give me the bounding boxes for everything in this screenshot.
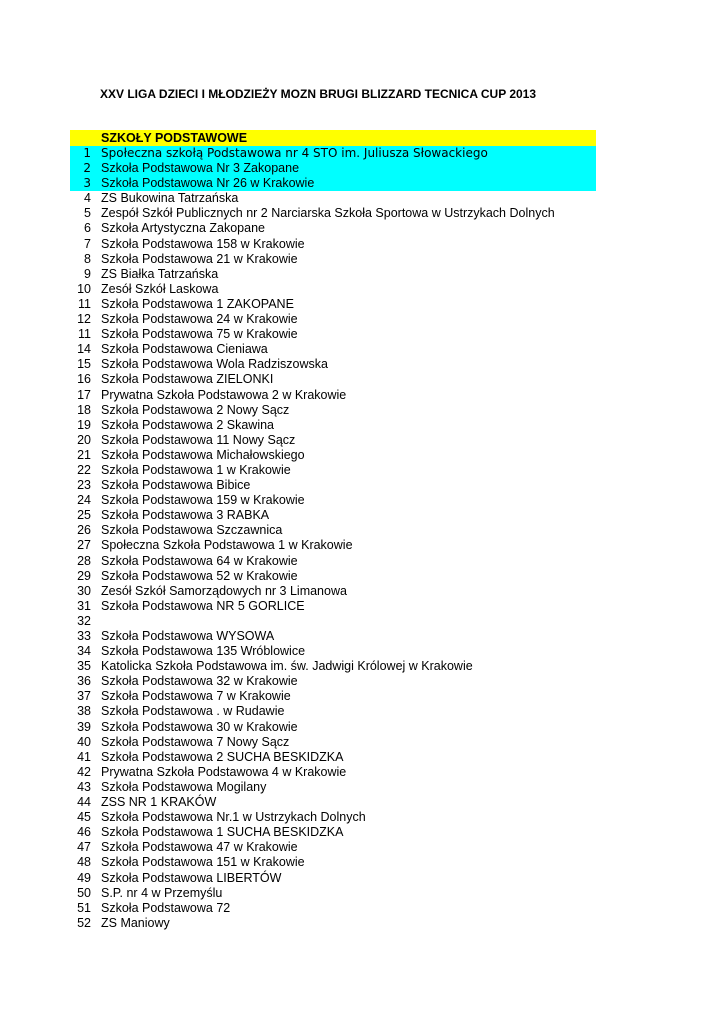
school-name: Szkoła Podstawowa WYSOWA [101, 629, 275, 643]
school-name: Szkoła Podstawowa Cieniawa [101, 342, 268, 357]
row-number: 47 [77, 840, 91, 855]
school-name: Szkoła Podstawowa 7 w Krakowie [101, 689, 291, 704]
table-row [70, 463, 596, 478]
table-row [70, 372, 596, 387]
school-name: Szkoła Podstawowa Michałowskiego [101, 447, 305, 462]
school-name: Szkoła Podstawowa 135 Wróblowice [101, 644, 306, 659]
row-number: 19 [77, 417, 91, 432]
table-row [70, 252, 596, 267]
row-number: 42 [77, 764, 91, 779]
table-row [70, 342, 596, 357]
row-number: 24 [77, 493, 91, 508]
row-number: 30 [77, 583, 91, 598]
table-row [70, 312, 596, 327]
school-name: Szkoła Podstawowa 1 ZAKOPANE [101, 296, 294, 311]
row-number: 46 [77, 825, 91, 840]
table-row [70, 599, 596, 614]
school-name: Szkoła Podstawowa 11 Nowy Sącz [101, 432, 296, 447]
row-number: 15 [77, 357, 91, 372]
table-row [70, 327, 596, 342]
table-row [70, 916, 596, 931]
table-row [70, 704, 596, 719]
row-number: 50 [77, 885, 91, 900]
school-name: Szkoła Podstawowa Nr 26 w Krakowie [101, 176, 315, 191]
table-row [70, 901, 596, 916]
row-number: 9 [84, 266, 91, 281]
table-row [70, 795, 596, 810]
school-name: Szkoła Podstawowa 47 w Krakowie [101, 840, 298, 855]
table-row-highlighted [70, 176, 596, 191]
table-row [70, 765, 596, 780]
schools-table [70, 130, 596, 931]
school-name: Społeczna szkołą Podstawowa nr 4 STO im. Juliusza Słowackiego [101, 146, 488, 160]
school-name: Szkoła Podstawowa 2 SUCHA BESKIDZKA [101, 749, 344, 764]
table-row [70, 735, 596, 750]
table-body [70, 146, 596, 931]
row-number: 26 [77, 523, 91, 538]
school-name: Szkoła Artystyczna Zakopane [101, 221, 265, 236]
school-name: Szkoła Podstawowa 21 w Krakowie [101, 251, 298, 266]
school-name: Szkoła Podstawowa 24 w Krakowie [101, 312, 298, 327]
school-name: Szkoła Podstawowa 72 [101, 900, 231, 915]
row-number: 45 [77, 810, 91, 825]
school-name: Szkoła Podstawowa 32 w Krakowie [101, 674, 298, 689]
school-name: ZSS NR 1 KRAKÓW [101, 795, 217, 810]
school-name: Zesół Szkół Laskowa [101, 281, 219, 296]
row-number: 20 [77, 432, 91, 447]
table-row [70, 569, 596, 584]
row-number: 35 [77, 659, 91, 674]
row-number: 32 [77, 613, 91, 628]
school-name: Szkoła Podstawowa LIBERTÓW [101, 870, 282, 885]
school-name: Szkoła Podstawowa 2 Skawina [101, 417, 275, 432]
row-number: 2 [83, 161, 91, 176]
table-row [70, 237, 596, 252]
row-number: 5 [84, 206, 91, 221]
table-row [70, 871, 596, 886]
school-name: Szkoła Podstawowa Nr.1 w Ustrzykach Dolnych [101, 810, 366, 825]
school-name: Szkoła Podstawowa NR 5 GORLICE [101, 598, 305, 613]
row-number: 39 [77, 719, 91, 734]
table-row [70, 523, 596, 538]
table-row [70, 780, 596, 795]
table-row [70, 297, 596, 312]
table-row [70, 614, 596, 629]
school-name: Szkoła Podstawowa Wola Radziszowska [101, 357, 328, 372]
school-name: Szkoła Podstawowa 7 Nowy Sącz [101, 734, 290, 749]
row-number: 43 [77, 779, 91, 794]
school-name: Szkoła Podstawowa 1 SUCHA BESKIDZKA [101, 825, 344, 840]
school-name: Szkoła Podstawowa 3 RABKA [101, 508, 270, 523]
row-number: 11 [78, 296, 91, 311]
row-number: 1 [83, 146, 91, 160]
row-number: 33 [77, 629, 91, 643]
school-name: Społeczna Szkoła Podstawowa 1 w Krakowie [101, 538, 353, 553]
school-name: Zespół Szkół Publicznych nr 2 Narciarska Szkoła Sportowa w Ustrzykach Dolnych [101, 206, 555, 221]
school-name: Szkoła Podstawowa . w Rudawie [101, 704, 285, 719]
row-number: 23 [77, 478, 91, 493]
school-name: ZS Bukowina Tatrzańska [101, 191, 239, 206]
table-row [70, 554, 596, 569]
row-number: 8 [84, 251, 91, 266]
school-name: ZS Białka Tatrzańska [101, 266, 219, 281]
table-row [70, 689, 596, 704]
row-number: 27 [77, 538, 91, 553]
row-number: 51 [77, 900, 91, 915]
table-row-highlighted [70, 146, 596, 161]
table-row [70, 659, 596, 674]
table-row [70, 357, 596, 372]
table-row [70, 840, 596, 855]
school-name: Prywatna Szkoła Podstawowa 2 w Krakowie [101, 387, 347, 402]
row-number: 36 [77, 674, 91, 689]
table-row [70, 282, 596, 297]
table-row [70, 584, 596, 599]
table-row [70, 855, 596, 870]
table-header: SZKOŁY PODSTAWOWE [70, 130, 596, 146]
row-number: 37 [77, 689, 91, 704]
table-row [70, 825, 596, 840]
school-name: Szkoła Podstawowa 2 Nowy Sącz [101, 402, 290, 417]
school-name: Szkoła Podstawowa 75 w Krakowie [101, 327, 298, 342]
row-number: 52 [77, 915, 91, 930]
table-row-highlighted [70, 161, 596, 176]
table-row [70, 403, 596, 418]
school-name: Zesół Szkół Samorządowych nr 3 Limanowa [101, 583, 347, 598]
row-number: 34 [77, 644, 91, 659]
table-row [70, 433, 596, 448]
row-number: 11 [78, 327, 91, 342]
school-name: Katolicka Szkoła Podstawowa im. św. Jadwigi Królowej w Krakowie [101, 659, 473, 674]
row-number: 49 [77, 870, 91, 885]
table-row [70, 508, 596, 523]
table-row [70, 448, 596, 463]
school-name: Szkoła Podstawowa 30 w Krakowie [101, 719, 298, 734]
table-row [70, 810, 596, 825]
row-number: 25 [77, 508, 91, 523]
school-name: Szkoła Podstawowa 158 w Krakowie [101, 236, 305, 251]
school-name: Szkoła Podstawowa 52 w Krakowie [101, 568, 298, 583]
row-number: 22 [77, 462, 91, 477]
table-row [70, 418, 596, 433]
page-title: XXV LIGA DZIECI I MŁODZIEŻY MOZN BRUGI BLIZZARD TECNICA CUP 2013 [100, 87, 537, 101]
school-name: Szkoła Podstawowa 159 w Krakowie [101, 493, 305, 508]
row-number: 40 [77, 734, 91, 749]
school-name: Szkoła Podstawowa Szczawnica [101, 523, 283, 538]
row-number: 21 [77, 447, 91, 462]
school-name: ZS Maniowy [101, 915, 170, 930]
row-number: 44 [77, 795, 91, 810]
table-row [70, 388, 596, 403]
row-number: 41 [77, 749, 91, 764]
row-number: 6 [84, 221, 91, 236]
row-number: 28 [77, 553, 91, 568]
table-row [70, 267, 596, 282]
table-row [70, 750, 596, 765]
table-row [70, 478, 596, 493]
school-name: Prywatna Szkoła Podstawowa 4 w Krakowie [101, 764, 347, 779]
row-number: 29 [77, 568, 91, 583]
row-number: 17 [77, 387, 91, 402]
row-number: 4 [84, 191, 91, 206]
school-name: S.P. nr 4 w Przemyślu [101, 885, 223, 900]
table-row [70, 886, 596, 901]
row-number: 12 [77, 312, 91, 327]
row-number: 7 [84, 236, 91, 251]
table-row [70, 674, 596, 689]
row-number: 38 [77, 704, 91, 719]
row-number: 48 [77, 855, 91, 870]
table-row [70, 538, 596, 553]
row-number: 31 [77, 598, 91, 613]
row-number: 14 [77, 342, 91, 357]
school-name: Szkoła Podstawowa Bibice [101, 478, 251, 493]
table-row [70, 221, 596, 236]
school-name: Szkoła Podstawowa 64 w Krakowie [101, 553, 298, 568]
table-row [70, 644, 596, 659]
school-name: Szkoła Podstawowa Mogilany [101, 779, 267, 794]
table-row [70, 720, 596, 735]
table-row [70, 629, 596, 644]
school-name: Szkoła Podstawowa ZIELONKI [101, 372, 274, 387]
row-number: 18 [77, 402, 91, 417]
school-name: Szkoła Podstawowa 151 w Krakowie [101, 855, 305, 870]
table-row [70, 493, 596, 508]
table-row [70, 206, 596, 221]
row-number: 10 [77, 281, 91, 296]
table-row [70, 191, 596, 206]
school-name: Szkoła Podstawowa 1 w Krakowie [101, 462, 291, 477]
row-number: 3 [83, 176, 91, 191]
school-name: Szkoła Podstawowa Nr 3 Zakopane [101, 161, 300, 176]
row-number: 16 [77, 372, 91, 387]
